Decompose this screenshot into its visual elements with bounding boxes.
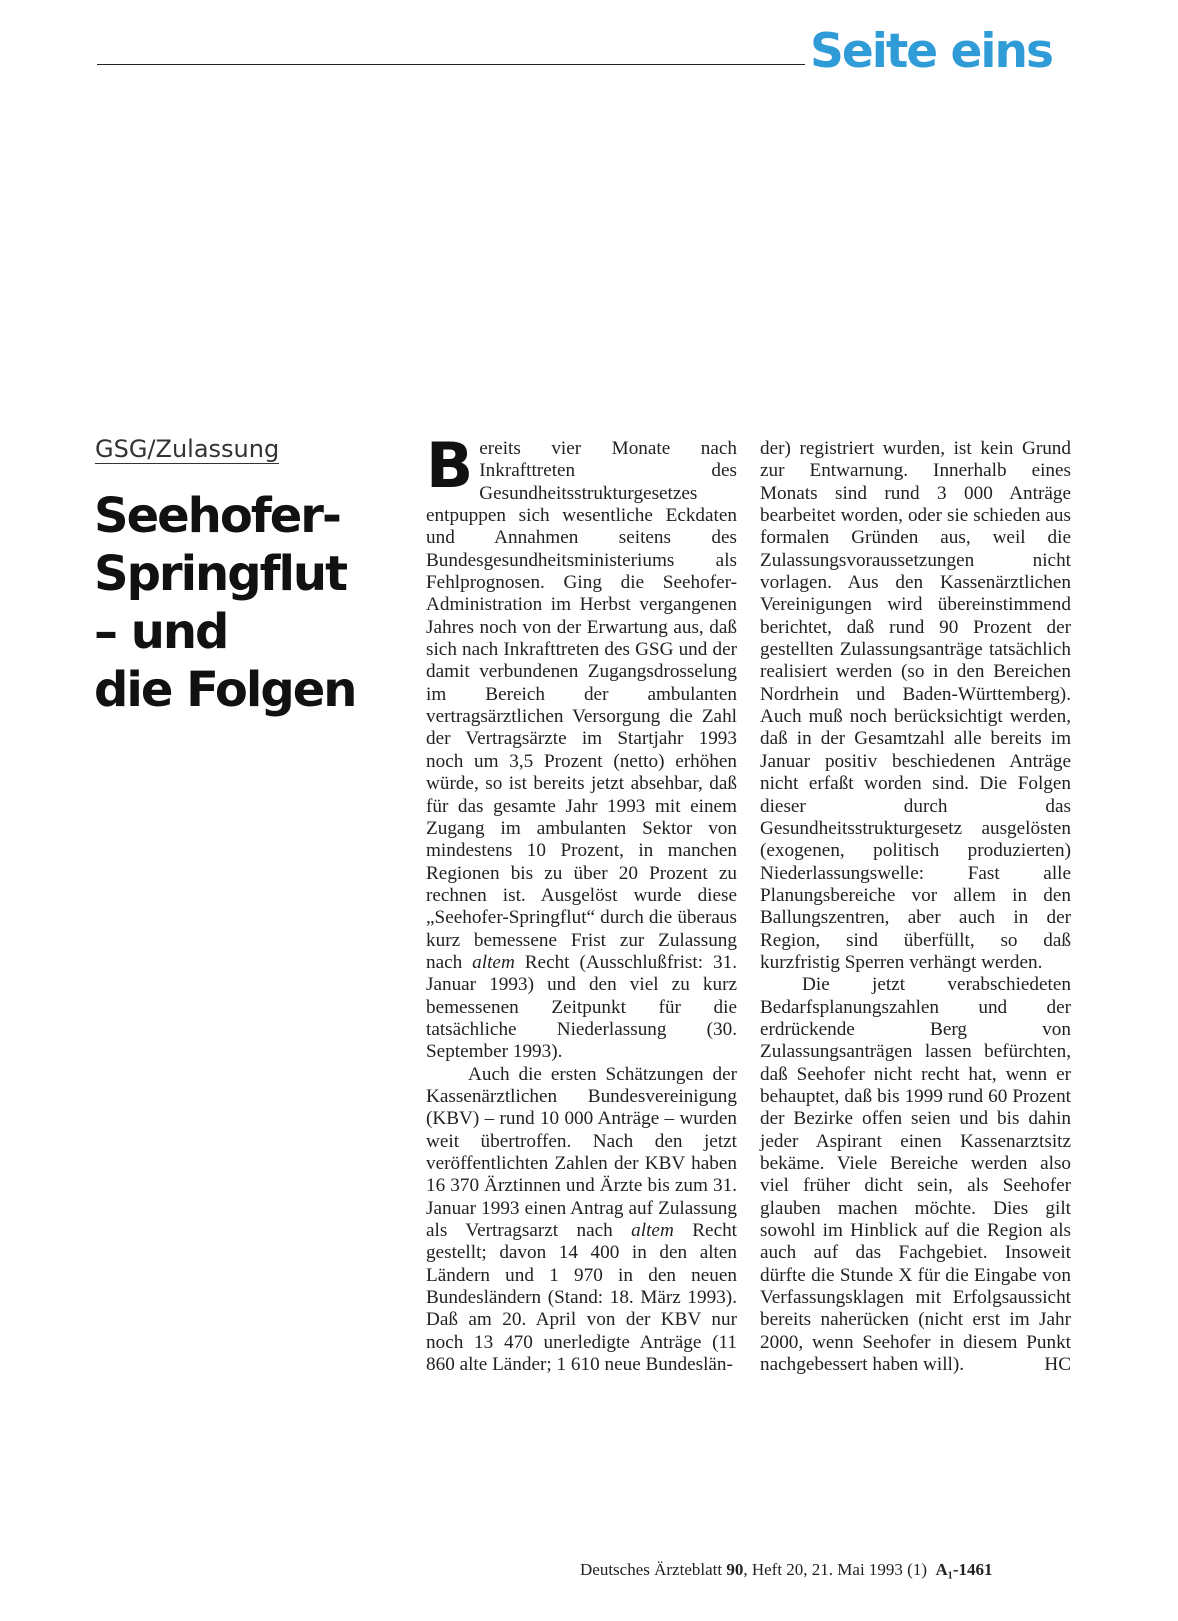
article-kicker: GSG/Zulassung <box>95 435 280 463</box>
paragraph <box>426 429 737 1064</box>
paragraph <box>760 974 1071 1376</box>
drop-cap: B <box>426 429 474 502</box>
volume-number: 90 <box>726 1560 744 1579</box>
italic-word: altem <box>631 1220 674 1242</box>
paragraph <box>760 438 1071 974</box>
paragraph <box>426 1064 737 1377</box>
section-title: Seite eins <box>810 24 1052 79</box>
paragraph-text: Recht gestellt; davon 14 400 in den alten Ländern und 1 970 in den neuen Bundesländern (Stand: 18. März 1993). Daß am 20. April von der KBV nur noch 13 470 unerledigte Anträge (11 860 alte Länder; 1 610 neue Bundeslän- <box>426 1220 738 1376</box>
paragraph-text: Recht (Ausschlußfrist: 31. Januar 1993) und den viel zu kurz bemessenen Zeitpunkt für die tatsächliche Niederlassung (30. September 1993). <box>426 951 737 1063</box>
page-footer <box>580 1560 993 1580</box>
article-column-2 <box>760 438 1071 1376</box>
issue-info: , Heft 20, 21. Mai 1993 (1) <box>743 1560 928 1579</box>
article-headline <box>94 487 414 719</box>
headline-line: Seehofer- <box>94 488 340 544</box>
headline-line: Springflut <box>94 546 347 602</box>
header-rule <box>97 64 805 65</box>
italic-word: altem <box>472 951 515 973</box>
paragraph-text: der) registriert wurden, ist kein Grund zur Entwarnung. Innerhalb eines Monats sind rund 3 000 Anträge bearbeitet worden, oder sie schieden aus formalen Gründen aus, weil die Zulassungsvoraussetzungen nicht vorlagen. Aus den Kassenärztlichen Vereinigungen wird übereinstimmend berichtet, daß rund 90 Prozent der gestellten Zulassungsanträge tatsächlich realisiert werden (so in den Bereichen Nordrhein und Baden-Württemberg). Auch muß noch berücksichtigt werden, daß in der Gesamtzahl alle bereits im Januar positiv beschiedenen Anträge nicht erfaßt worden sind. Die Folgen dieser durch das Gesundheitsstrukturgesetz ausgelösten (exogenen, politisch produzierten) Niederlassungswelle: Fast alle Planungsbereiche vor allem in den Ballungszentren, aber auch in der Region, sind überfüllt, so daß kurzfristig Sperren verhängt werden. <box>760 438 1071 973</box>
author-signature: HC <box>1044 1354 1071 1376</box>
headline-line: – und <box>94 604 228 660</box>
article-column-1 <box>426 429 738 1376</box>
paragraph-text: Die jetzt verabschiedeten Bedarfsplanungszahlen und der erdrückende Berg von Zulassungsanträgen lassen befürchten, daß Seehofer nicht recht hat, wenn er behauptet, daß bis 1999 rund 60 Prozent der Bezirke offen seien und bis dahin jeder Aspirant einen Kassenarztsitz bekäme. Viele Bereiche werden also viel früher dicht sein, als Seehofer glauben machen möchte. Dies gilt sowohl im Hinblick auf die Region als auch auf das Fachgebiet. Insoweit dürfte die Stunde X für die Eingabe von Verfassungsklagen mit Erfolgsaussicht bereits naherücken (nicht erst im Jahr 2000, wenn Seehofer in diesem Punkt nachgebessert haben will). <box>760 974 1071 1376</box>
paragraph-text: Auch die ersten Schätzungen der Kassenärztlichen Bundesvereinigung (KBV) – rund 10 000 Anträge – wurden weit übertroffen. Nach den jetzt veröffentlichten Zahlen der KBV haben 16 370 Ärztinnen und Ärzte bis zum 31. Januar 1993 einen Antrag auf Zulassung als Vertragsarzt nach <box>426 1063 737 1242</box>
headline-line: die Folgen <box>94 662 356 718</box>
paragraph-text: ereits vier Monate nach Inkrafttreten des Gesundheitsstrukturgesetzes entpuppen sich wesentliche Eckdaten und Annahmen seitens des Bundesgesundheitsministeriums als Fehlprognosen. Ging die Seehofer-Administration im Herbst vergangenen Jahres noch von der Erwartung aus, daß sich nach Inkrafttreten des GSG und der damit verbundenen Zugangsdrosselung im Bereich der ambulanten vertragsärztlichen Versorgung die Zahl der Vertragsärzte im Startjahr 1993 noch um 3,5 Prozent (netto) erhöhen würde, so ist bereits jetzt absehbar, daß für das gesamte Jahr 1993 mit einem Zugang im ambulanten Sektor von mindestens 10 Prozent, in manchen Regionen bis zu über 20 Prozent zu rechnen ist. Ausgelöst wurde diese „Seehofer-Springflut“ durch die überaus kurz bemessene Frist zur Zulassung nach <box>426 438 737 973</box>
page-number: A₁-1461 <box>935 1560 993 1579</box>
journal-name: Deutsches Ärzteblatt <box>580 1560 723 1579</box>
